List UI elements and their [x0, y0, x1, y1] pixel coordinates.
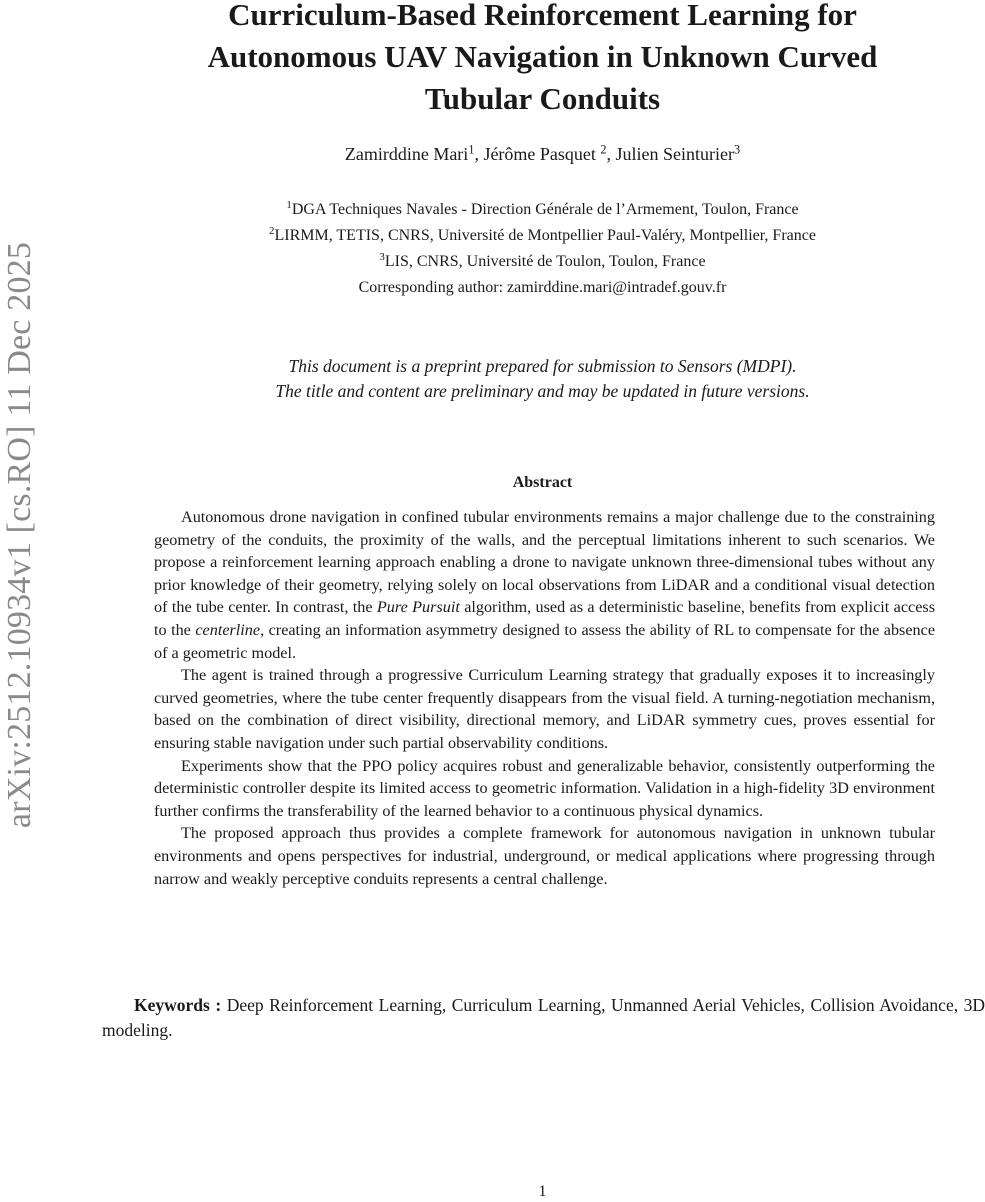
notice-line: This document is a preprint prepared for submission to Sensors (MDPI).	[288, 356, 797, 376]
keywords	[102, 993, 985, 1043]
keywords-text: Deep Reinforcement Learning, Curriculum Learning, Unmanned Aerial Vehicles, Collision Avoidance, 3D modeling.	[102, 995, 985, 1040]
abstract-heading: Abstract	[512, 474, 573, 491]
paper-title	[110, 0, 975, 120]
abstract-paragraph: Experiments show that the PPO policy acquires robust and generalizable behavior, consistently outperforming the deterministic controller despite its limited access to geometric information. Validation in a high-fidelity 3D environment further confirms the transferability of the learned behavior to a continuous physical dynamics.	[154, 756, 935, 820]
author-affiliation-mark: 1	[468, 142, 475, 157]
affiliation-text: LIRMM, TETIS, CNRS, Université de Montpellier Paul-Valéry, Montpellier, France	[274, 227, 816, 244]
author-separator: ,	[606, 144, 616, 164]
title-line: Autonomous UAV Navigation in Unknown Curved	[207, 39, 878, 74]
emphasis-centerline: centerline	[195, 620, 261, 639]
author-name: Jérôme Pasquet	[483, 144, 601, 164]
author-name: Zamirddine Mari	[344, 144, 469, 164]
abstract-text: , creating an information asymmetry designed to assess the ability of RL to compensate for the absence of a geometric model.	[154, 620, 935, 662]
abstract-text: algorithm, used as a deterministic baseline, benefits from explicit access to the	[154, 598, 935, 639]
affiliation-block	[110, 197, 975, 301]
affiliation-line	[110, 197, 975, 223]
corresponding-author: Corresponding author: zamirddine.mari@intradef.gouv.fr	[358, 279, 727, 296]
notice-line: The title and content are preliminary and may be updated in future versions.	[275, 381, 810, 401]
affiliation-mark: 3	[379, 251, 385, 264]
affiliation-text: DGA Techniques Navales - Direction Générale de l’Armement, Toulon, France	[291, 201, 799, 218]
title-line: Curriculum-Based Reinforcement Learning for	[228, 0, 857, 32]
affiliation-line	[110, 223, 975, 249]
abstract-paragraph: The proposed approach thus provides a complete framework for autonomous navigation in unknown tubular environments and opens perspectives for industrial, underground, or medical applications where progressing through narrow and weakly perceptive conduits represents a central challenge.	[154, 824, 935, 888]
abstract-body	[154, 506, 935, 890]
affiliation-text: LIS, CNRS, Université de Toulon, Toulon, France	[384, 253, 706, 270]
title-line: Tubular Conduits	[424, 81, 661, 116]
page-number: 1	[538, 1183, 547, 1200]
arxiv-identifier-stamp	[0, 200, 40, 870]
abstract-paragraph	[154, 506, 935, 664]
affiliation-mark: 1	[286, 199, 292, 212]
author-separator: ,	[474, 144, 484, 164]
author-affiliation-mark: 2	[600, 142, 607, 157]
affiliation-mark: 2	[269, 225, 275, 238]
emphasis-pure-pursuit: Pure Pursuit	[376, 598, 460, 617]
arxiv-identifier-text: arXiv:2512.10934v1 [cs.RO] 11 Dec 2025	[1, 241, 38, 829]
preprint-notice	[110, 354, 975, 404]
abstract-paragraph: The agent is trained through a progressive Curriculum Learning strategy that gradually exposes it to increasingly curved geometries, where the tube center frequently disappears from the visual field. A turning-negotiation mechanism, based on the combination of direct visibility, directional memory, and LiDAR symmetry cues, proves essential for ensuring stable navigation under such partial observability conditions.	[154, 666, 935, 752]
author-name: Julien Seinturier	[615, 144, 735, 164]
abstract-text: Autonomous drone navigation in confined tubular environments remains a major challenge due to the constraining geometry of the conduits, the proximity of the walls, and the perceptual limitations inherent to such scenarios. We propose a reinforcement learning approach enabling a drone to navigate unknown three-dimensional tubes without any prior knowledge of their geometry, relying solely on local observations from LiDAR and a conditional visual detection of the tube center. In contrast, the	[154, 508, 935, 617]
author-affiliation-mark: 3	[734, 142, 741, 157]
affiliation-line	[110, 249, 975, 275]
keywords-label: Keywords :	[134, 995, 222, 1015]
author-list	[110, 142, 975, 166]
